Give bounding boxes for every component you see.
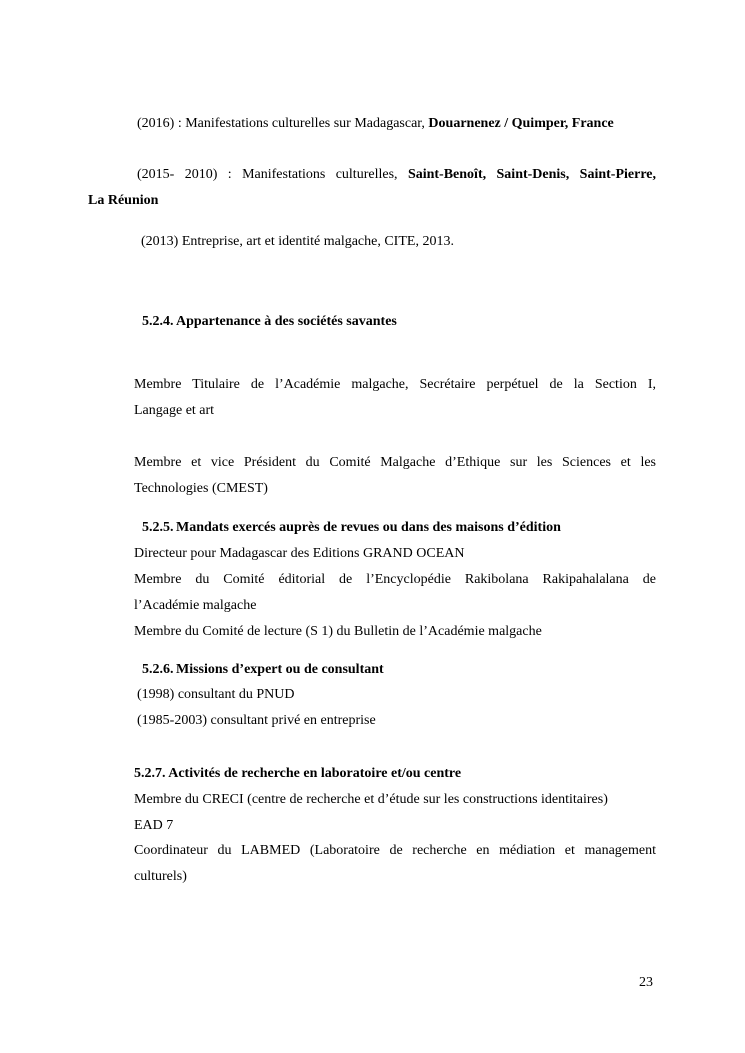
research-3-line2: culturels) <box>134 869 187 884</box>
membership-1-line1: Membre Titulaire de l’Académie malgache, Secrétaire perpétuel de la Section I, <box>134 377 656 392</box>
section-number: 5.2.6. <box>142 662 174 677</box>
section-heading-5-2-4 <box>142 313 397 331</box>
mandate-1: Directeur pour Madagascar des Editions GRAND OCEAN <box>134 546 465 561</box>
entry-2015-text: (2015- 2010) : Manifestations culturelles, <box>137 167 408 182</box>
section-number: 5.2.4. <box>142 314 174 329</box>
section-title: Missions d’expert ou de consultant <box>176 662 384 677</box>
entry-2015-line1 <box>137 166 656 184</box>
section-number: 5.2.5. <box>142 520 174 535</box>
research-2: EAD 7 <box>134 818 174 833</box>
membership-1-line2: Langage et art <box>134 403 215 418</box>
section-heading-5-2-6 <box>142 661 384 679</box>
mission-1: (1998) consultant du PNUD <box>137 687 295 702</box>
section-title: 5.2.7. Activités de recherche en laboratoire et/ou centre <box>134 766 462 781</box>
membership-2-line2: Technologies (CMEST) <box>134 481 268 496</box>
entry-2015-place-reunion: La Réunion <box>88 193 159 208</box>
research-1: Membre du CRECI (centre de recherche et d’étude sur les constructions identitaires) <box>134 792 608 807</box>
section-heading-5-2-5 <box>142 519 561 537</box>
research-3-line1: Coordinateur du LABMED (Laboratoire de recherche en médiation et management <box>134 843 656 858</box>
entry-2016-place: Douarnenez / Quimper, France <box>428 116 614 131</box>
entry-2016-text: (2016) : Manifestations culturelles sur Madagascar, <box>137 116 429 131</box>
section-heading-5-2-7 <box>134 765 461 783</box>
entry-2013: (2013) Entreprise, art et identité malgache, CITE, 2013. <box>141 234 454 249</box>
entry-2015-places: Saint-Benoît, Saint-Denis, Saint-Pierre, <box>407 167 656 182</box>
entry-2016 <box>137 115 614 133</box>
mission-2: (1985-2003) consultant privé en entreprise <box>137 713 376 728</box>
entry-2015-line2 <box>88 192 158 210</box>
mandate-3: Membre du Comité de lecture (S 1) du Bulletin de l’Académie malgache <box>134 624 542 639</box>
membership-2-line1: Membre et vice Président du Comité Malgache d’Ethique sur les Sciences et les <box>134 455 656 470</box>
mandate-2-line2: l’Académie malgache <box>134 598 257 613</box>
section-title: Mandats exercés auprès de revues ou dans des maisons d’édition <box>176 520 561 535</box>
mandate-2-line1: Membre du Comité éditorial de l’Encyclopédie Rakibolana Rakipahalalana de <box>134 572 656 587</box>
page-number: 23 <box>639 975 653 990</box>
section-title: Appartenance à des sociétés savantes <box>176 314 397 329</box>
